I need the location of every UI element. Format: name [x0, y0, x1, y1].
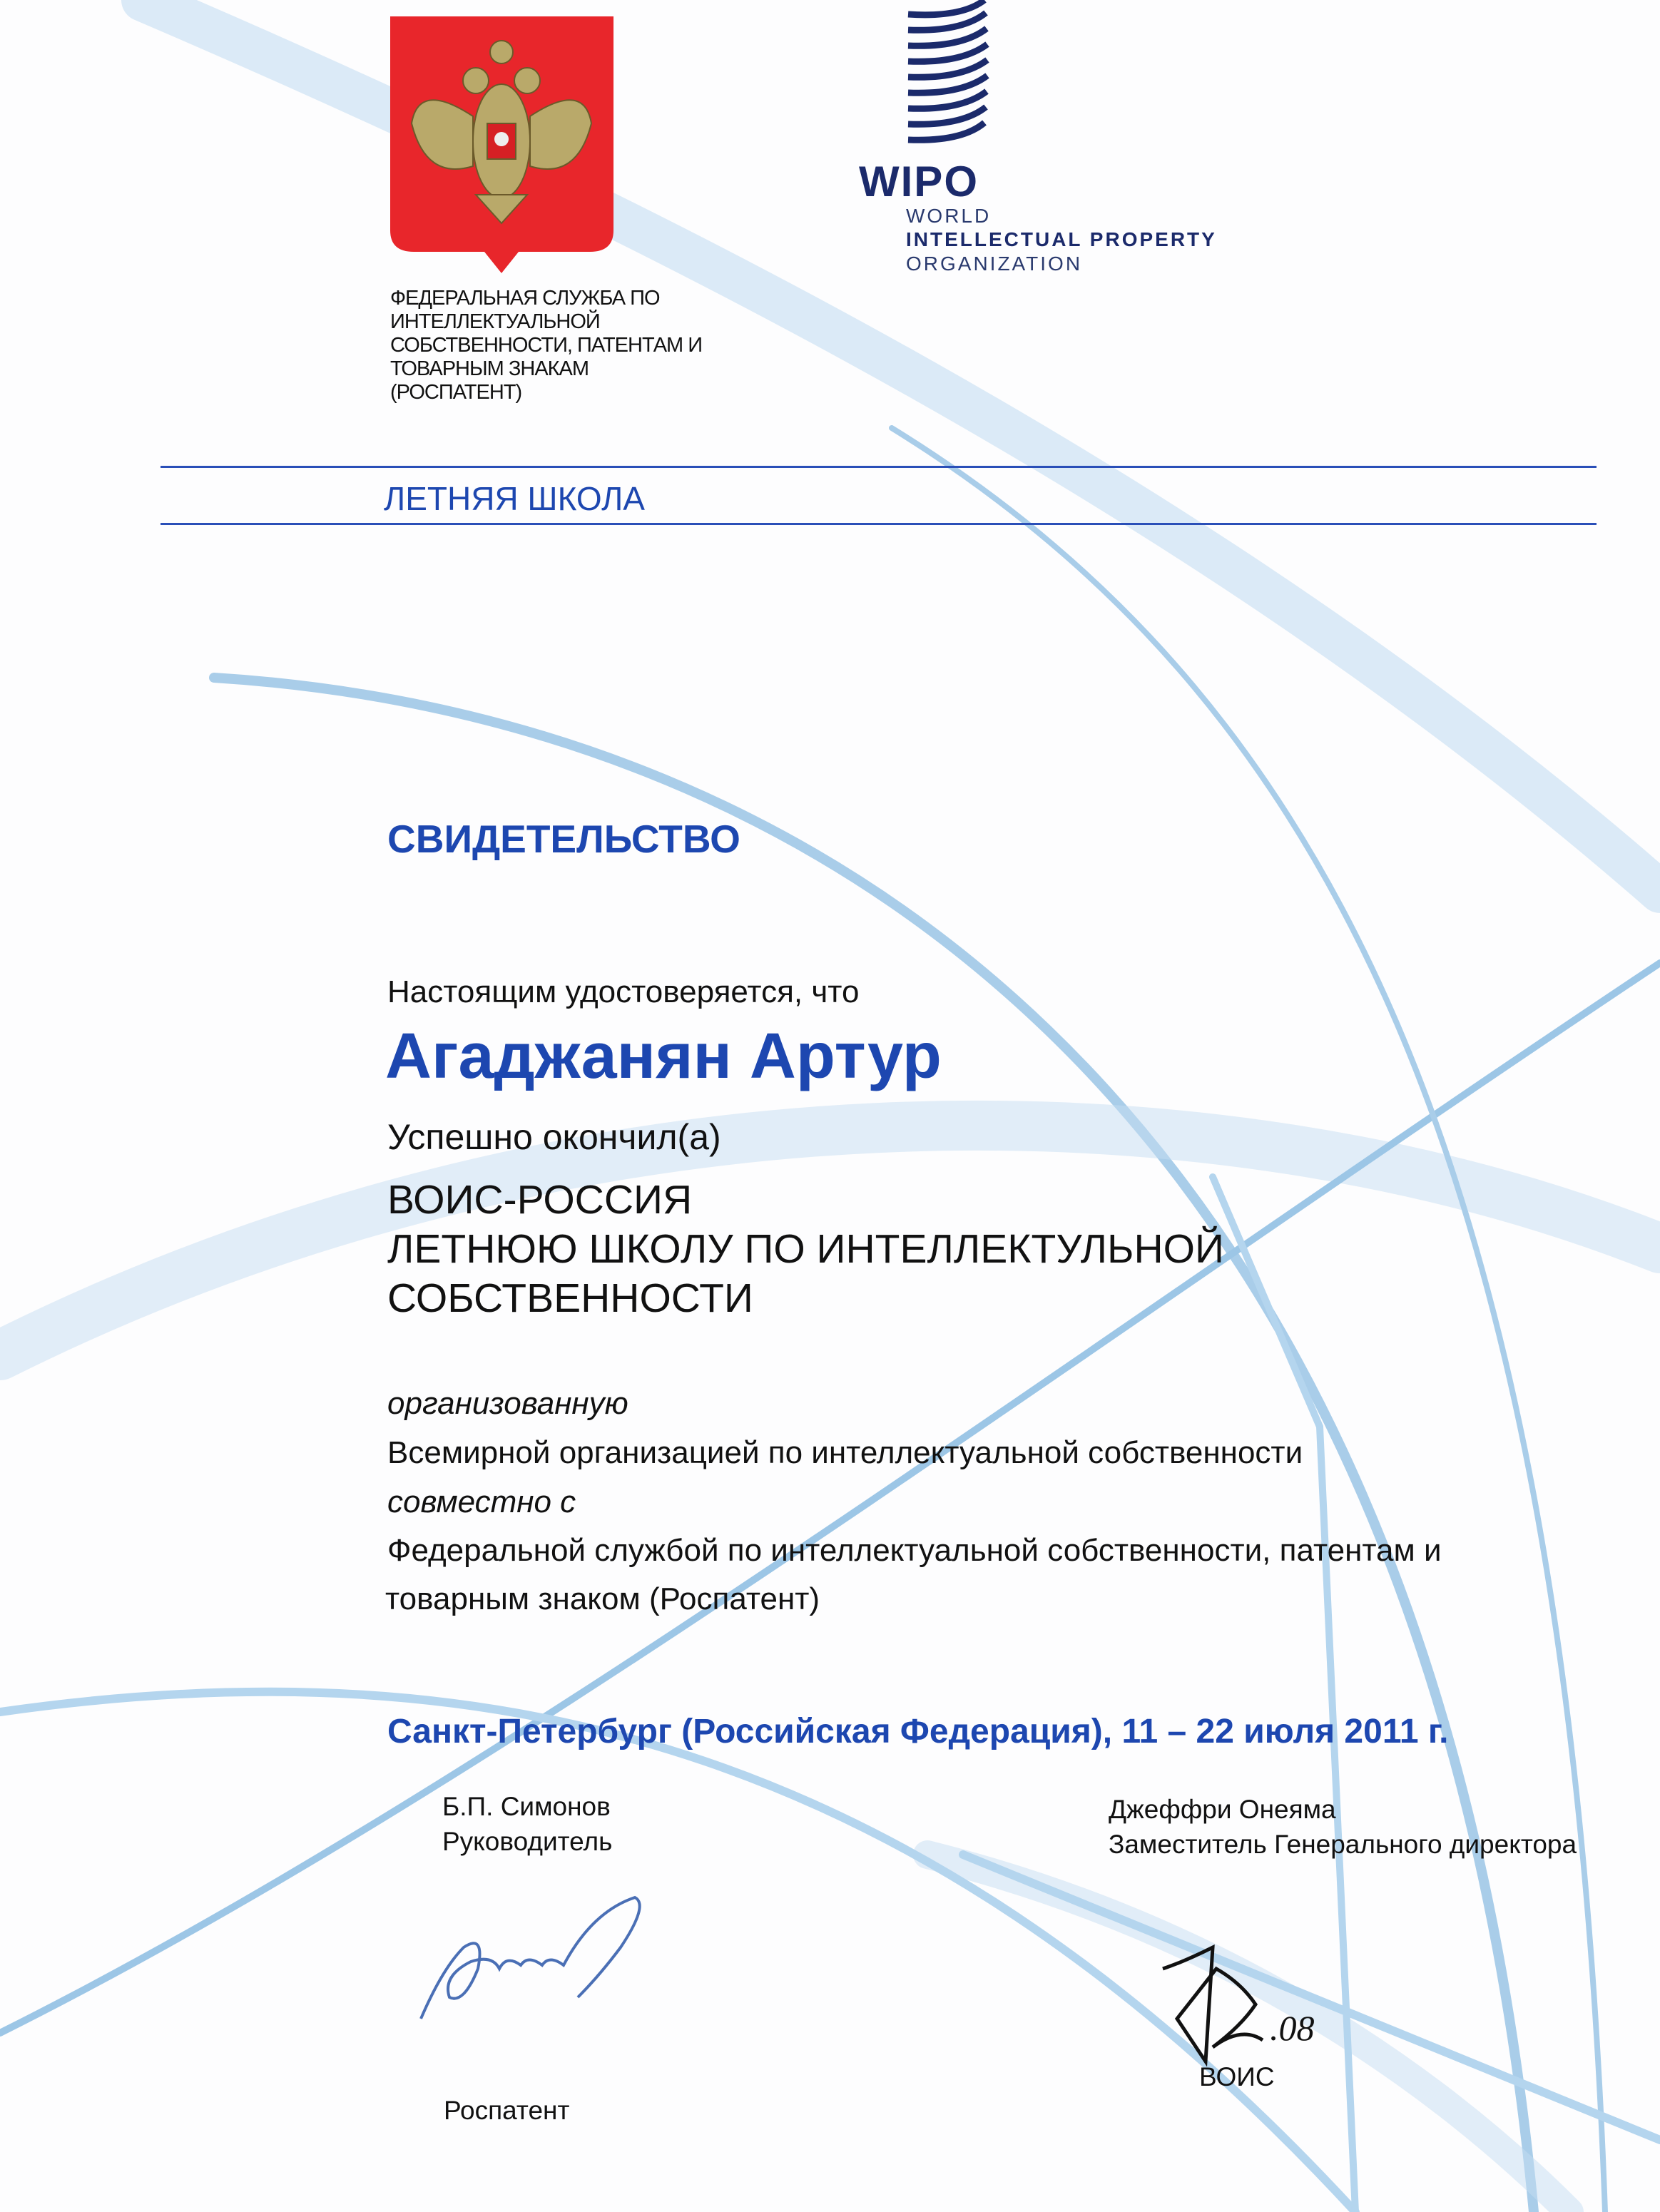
- place-date: Санкт-Петербург (Российская Федерация), 11 – 22 июля 2011 г.: [387, 1713, 1449, 1750]
- divider-bottom: [161, 523, 1597, 525]
- rospatent-name-line: (РОСПАТЕНТ): [390, 381, 522, 404]
- russian-coat-of-arms-emblem: [390, 16, 613, 273]
- organizer-text: Всемирной организацией по интеллектуальной собственности: [387, 1435, 1303, 1470]
- signatory-position: Заместитель Генерального директора: [1109, 1830, 1577, 1859]
- completed-text: Успешно окончил(а): [387, 1117, 721, 1157]
- signature-onyeama: [1156, 1940, 1334, 2069]
- certificate-title: СВИДЕТЕЛЬСТВО: [387, 817, 740, 861]
- wipo-line-ip: INTELLECTUAL PROPERTY: [906, 228, 1217, 250]
- signatory-name: Б.П. Симонов: [442, 1792, 611, 1821]
- program-line: ВОИС-РОССИЯ: [387, 1177, 693, 1223]
- program-line: ЛЕТНЮЮ ШКОЛУ ПО ИНТЕЛЛЕКТУЛЬНОЙ: [387, 1226, 1224, 1272]
- co-organizer-line: Федеральной службой по интеллектуальной собственности, патентам и: [387, 1533, 1442, 1568]
- wipo-line-organization: ORGANIZATION: [906, 253, 1083, 275]
- co-organizer-line: товарным знаком (Роспатент): [385, 1581, 820, 1616]
- rospatent-name-line: СОБСТВЕННОСТИ, ПАТЕНТАМ И: [390, 334, 703, 357]
- signatory-name: Джеффри Онеяма: [1109, 1795, 1336, 1824]
- signatory-organization: Роспатент: [444, 2096, 570, 2125]
- wipo-line-world: WORLD: [906, 205, 992, 227]
- signatory-organization: ВОИС: [1199, 2062, 1275, 2091]
- rospatent-name-line: ТОВАРНЫМ ЗНАКАМ: [390, 357, 589, 380]
- program-line: СОБСТВЕННОСТИ: [387, 1275, 753, 1321]
- signatory-position: Руководитель: [442, 1827, 613, 1856]
- rospatent-name-line: ИНТЕЛЛЕКТУАЛЬНОЙ: [390, 310, 600, 333]
- wipo-acronym: WIPO: [859, 158, 979, 205]
- svg-text:.08: .08: [1270, 2008, 1315, 2048]
- organized-label: организованную: [387, 1386, 628, 1421]
- certificate-intro: Настоящим удостоверяется, что: [387, 974, 860, 1009]
- recipient-name: Агаджанян Артур: [385, 1021, 942, 1092]
- wipo-logo-icon: [905, 0, 994, 153]
- divider-top: [161, 466, 1597, 468]
- banner-title: ЛЕТНЯЯ ШКОЛА: [384, 480, 645, 517]
- rospatent-name-line: ФЕДЕРАЛЬНАЯ СЛУЖБА ПО: [390, 287, 660, 310]
- jointly-label: совместно с: [387, 1484, 576, 1519]
- signature-simonov: [407, 1883, 656, 2040]
